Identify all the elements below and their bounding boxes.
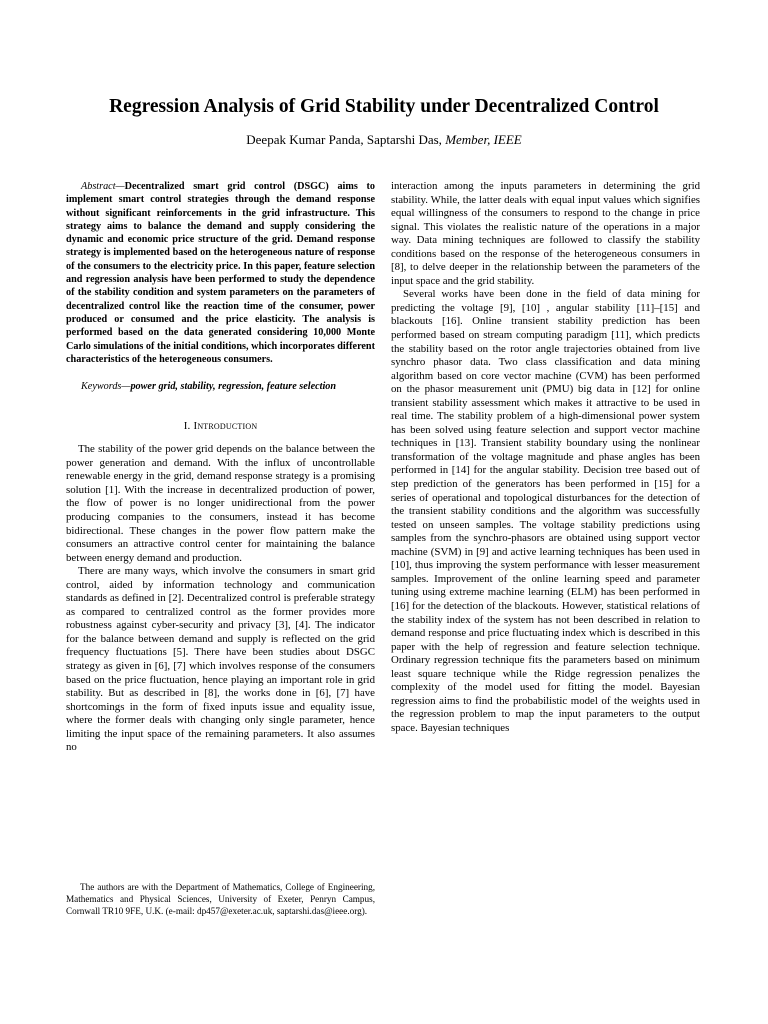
author-role: Member, IEEE [445,132,522,147]
intro-paragraph: There are many ways, which involve the consumers in smart grid control, aided by information technology and communication standards as defined in [2]. Decentralized control is preferable strategy as compared to centralized control as the former provides more robustness against cyber-security and privacy [3], [4]. The indicator for the balance between demand and supply is reflected on the grid frequency fluctuations [5]. There have been studies about DSGC strategy as given in [6], [7] which involves response of the consumers based on the price fluctuation, hence playing an important role in grid stability. But as described in [8], the works done in [6], [7] have shortcomings in the form of fixed inputs issue and equality issue, where the former deals with changing only single parameter, hence limiting the input space of the remaining parameters. It also assumes no [66,565,375,754]
paper-title: Regression Analysis of Grid Stability under Decentralized Control [109,96,659,117]
right-column [391,180,700,735]
section-title: Introduction [193,419,258,432]
body-paragraph: interaction among the inputs parameters in determining the grid stability. While, the latter deals with equal input values which signifies equal willingness of the consumers to respond to the change in price signal. This violates the realistic nature of the operations in a major way. Data mining techniques are followed to classify the stability conditions based on the response of the heterogeneous consumers in [8], to delve deeper in the relationship between the parameters of the input space and the grid stability. [391,180,700,287]
abstract-text: Decentralized smart grid control (DSGC) aims to implement smart control strategies through the demand response without significant reinforcements in the grid infrastructure. This strategy aims to balance the demand and supply considering the dynamic and economic price structure of the grid. Demand response strategy is implemented based on the heterogeneous nature of response of the consumers to the electricity price. In this paper, feature selection and regression analysis have been performed to study the dependence of the stability condition and system parameters on the parameters of decentralized control like the reaction time of the consumer, power produced or consumed and the price elasticity. The analysis is performed based on the data generated considering 10,000 Monte Carlo simulations of the initial conditions, which incorporates different characteristics of the heterogeneous consumers. [66,181,375,365]
keywords-label: Keywords— [81,381,131,393]
author-footnote: The authors are with the Department of Mathematics, College of Engineering, Mathematics and Physical Sciences, University of Exeter, Penryn Campus, Cornwall TR10 9FE, U.K. (e-mail: dp457@exeter.ac.uk, saptarshi.das@ieee.org). [66,882,375,917]
body-paragraph: Several works have been done in the field of data mining for predicting the voltage [9], [10] , angular stability [11]–[15] and blackouts [16]. Online transient stability prediction has been performed based on stream computing paradigm [11], which predicts the stability based on the rotor angle trajectories obtained from live synchro phasor data. Two class classification and data mining algorithm based on core vector machine (CVM) has been performed on the phasor measurement unit (PMU) big data in [12] for online transient stability assessment which makes it attractive to be used in real time. The stability problem of a high-dimensional power system has been solved using feature selection and support vector machine techniques in [13]. Transient stability boundary using the nonlinear transformation of the voltage magnitude and phase angles has been performed in [14] for the angular stability. Decision tree based out of step prediction of the generators has been performed in [15] for a series of operational and topological disturbances for the detection of the transient stability conditions and the algorithm was successfully tested on unseen samples. The voltage stability predictions using samples from the synchro-phasors are obtained using support vector machine (SVM) in [9] and active learning techniques has been used in [10], thus improving the system performance with lesser measurement samples. Improvement of the online learning speed and parameter tuning using extreme machine learning (ELM) has been performed in [16] for the detection of the blackouts. However, statistical relations of the stability index of the system has not been described in relation to demand response and price fluctuating index which is described in this paper with the help of regression and feature selection technique. Ordinary regression technique fits the parameters based on minimum least square technique while the Ridge regression penalizes the complexity of the model used for fitting the model. Bayesian regression aims to find the probabilistic model of the weights used in the regression problem to map the input parameters to the output space. Bayesian techniques [391,288,700,734]
keywords-text: power grid, stability, regression, feature selection [130,381,337,393]
keywords [66,380,375,394]
abstract-label: Abstract— [81,181,125,192]
author-names: Deepak Kumar Panda, Saptarshi Das, [246,132,442,147]
author-line [40,132,728,148]
section-number: I. [183,419,191,432]
section-heading [66,420,375,434]
abstract [66,180,375,366]
intro-paragraph: The stability of the power grid depends on the balance between the power generation and demand. With the influx of uncontrollable renewable energy in the grid, demand response strategy is a promising solution [1]. With the increase in decentralized production of power, the flow of power is no longer unidirectional from the power producing companies to the consumers, instead it has become bidirectional. These changes in the power flow pattern make the consumers an attractive control center for maintaining the balance between energy demand and production. [66,443,375,564]
left-column [66,180,375,755]
